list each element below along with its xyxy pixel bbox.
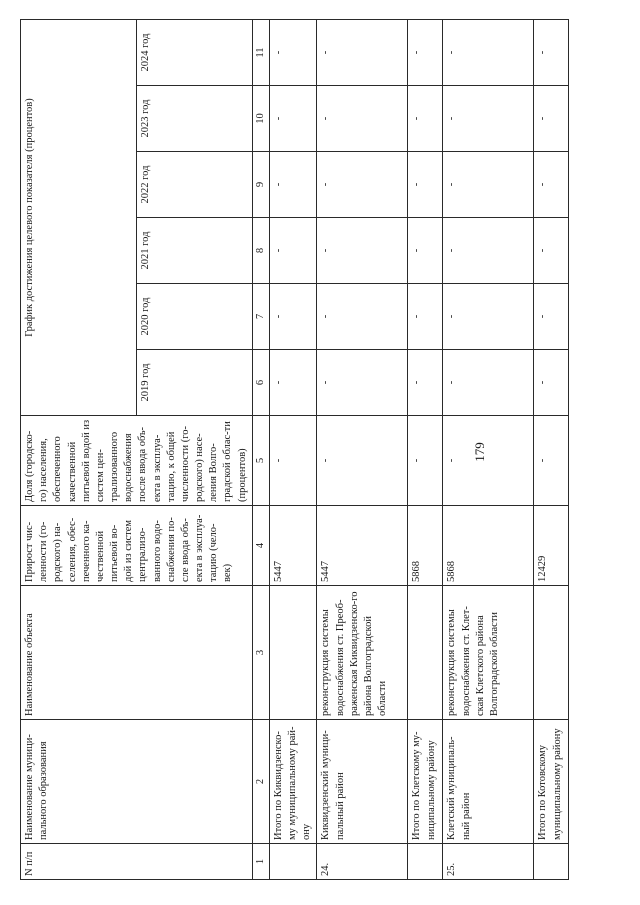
table-row bbox=[534, 20, 569, 880]
row-2019: - bbox=[408, 350, 443, 416]
table-row bbox=[408, 20, 443, 880]
row-2024: - bbox=[269, 20, 317, 86]
row-2020: - bbox=[317, 284, 408, 350]
row-2020: - bbox=[443, 284, 534, 350]
row-2024: - bbox=[534, 20, 569, 86]
row-growth: 5447 bbox=[317, 506, 408, 586]
row-municipality: Клетский муниципаль-ный район bbox=[443, 720, 534, 844]
row-object: реконструкция системы водоснабжения ст. Клет-ская Клетского района Волгоградской области bbox=[443, 586, 534, 720]
header-share: Доля (городско-го) населения, обеспеченного качественной питьевой водой из систем цен-трализованного водоснабжения после ввода объ-екта в эксплуа-тацию, к общей численности (го-родского) насе-ления Волго-градской облас-ти (процентов) bbox=[21, 416, 253, 506]
row-2024: - bbox=[317, 20, 408, 86]
rotated-table-sheet bbox=[20, 20, 620, 880]
column-number: 10 bbox=[252, 86, 269, 152]
row-2021: - bbox=[534, 218, 569, 284]
header-num: N п/п bbox=[21, 844, 253, 880]
row-2022: - bbox=[534, 152, 569, 218]
header-year-2021: 2021 год bbox=[136, 218, 252, 284]
row-2022: - bbox=[317, 152, 408, 218]
page-number: 179 bbox=[472, 442, 487, 462]
row-2024: - bbox=[408, 20, 443, 86]
row-municipality: Итого по Котовскому муниципальному району bbox=[534, 720, 569, 844]
row-2024: - bbox=[443, 20, 534, 86]
row-2022: - bbox=[408, 152, 443, 218]
row-share: - bbox=[317, 416, 408, 506]
header-year-2023: 2023 год bbox=[136, 86, 252, 152]
row-2022: - bbox=[443, 152, 534, 218]
row-growth: 5868 bbox=[443, 506, 534, 586]
row-growth: 5447 bbox=[269, 506, 317, 586]
row-share: - bbox=[443, 416, 534, 506]
row-num: 25. bbox=[443, 844, 534, 880]
row-2020: - bbox=[408, 284, 443, 350]
row-object: реконструкция системы водоснабжения ст. Преоб-раженская Киквидзенско-го района Волгоградской области bbox=[317, 586, 408, 720]
header-year-2019: 2019 год bbox=[136, 350, 252, 416]
row-2023: - bbox=[443, 86, 534, 152]
row-2019: - bbox=[534, 350, 569, 416]
row-growth: 5868 bbox=[408, 506, 443, 586]
row-share: - bbox=[408, 416, 443, 506]
row-2021: - bbox=[317, 218, 408, 284]
column-number-row bbox=[252, 20, 269, 880]
column-number: 3 bbox=[252, 586, 269, 720]
row-object bbox=[534, 586, 569, 720]
row-object bbox=[408, 586, 443, 720]
row-share: - bbox=[269, 416, 317, 506]
header-growth: Прирост чис-ленности (го-родского) на-селения, обес-печенного ка-чественной питьевой во-дой из систем централизо-ванного водо-снабжения по-сле ввода объ-екта в эксплуа-тацию (чело-век) bbox=[21, 506, 253, 586]
row-2023: - bbox=[408, 86, 443, 152]
row-2021: - bbox=[408, 218, 443, 284]
header-object: Наименование объекта bbox=[21, 586, 253, 720]
column-number: 7 bbox=[252, 284, 269, 350]
column-number: 4 bbox=[252, 506, 269, 586]
row-2022: - bbox=[269, 152, 317, 218]
row-2019: - bbox=[443, 350, 534, 416]
column-number: 6 bbox=[252, 350, 269, 416]
column-number: 2 bbox=[252, 720, 269, 844]
target-indicator-table bbox=[20, 19, 569, 880]
row-2021: - bbox=[443, 218, 534, 284]
row-2023: - bbox=[317, 86, 408, 152]
row-growth: 12429 bbox=[534, 506, 569, 586]
header-year-2020: 2020 год bbox=[136, 284, 252, 350]
header-schedule: График достижения целевого показателя (процентов) bbox=[21, 20, 137, 416]
row-2019: - bbox=[269, 350, 317, 416]
row-object bbox=[269, 586, 317, 720]
column-number: 8 bbox=[252, 218, 269, 284]
row-municipality: Итого по Клетскому му-ниципальному району bbox=[408, 720, 443, 844]
header-year-2024: 2024 год bbox=[136, 20, 252, 86]
row-municipality: Итого по Киквидзенско-му муниципальному рай-ону bbox=[269, 720, 317, 844]
row-num bbox=[408, 844, 443, 880]
table-row bbox=[317, 20, 408, 880]
row-num bbox=[534, 844, 569, 880]
row-municipality: Киквидзенский муници-пальный район bbox=[317, 720, 408, 844]
column-number: 11 bbox=[252, 20, 269, 86]
row-2019: - bbox=[317, 350, 408, 416]
row-2023: - bbox=[534, 86, 569, 152]
column-number: 5 bbox=[252, 416, 269, 506]
row-2021: - bbox=[269, 218, 317, 284]
header-row bbox=[21, 20, 137, 880]
column-number: 9 bbox=[252, 152, 269, 218]
header-year-2022: 2022 год bbox=[136, 152, 252, 218]
row-share: - bbox=[534, 416, 569, 506]
row-num bbox=[269, 844, 317, 880]
table-row bbox=[269, 20, 317, 880]
table-row bbox=[443, 20, 534, 880]
row-2020: - bbox=[534, 284, 569, 350]
row-2023: - bbox=[269, 86, 317, 152]
row-2020: - bbox=[269, 284, 317, 350]
header-municipality: Наименование муници-пального образования bbox=[21, 720, 253, 844]
row-num: 24. bbox=[317, 844, 408, 880]
column-number: 1 bbox=[252, 844, 269, 880]
